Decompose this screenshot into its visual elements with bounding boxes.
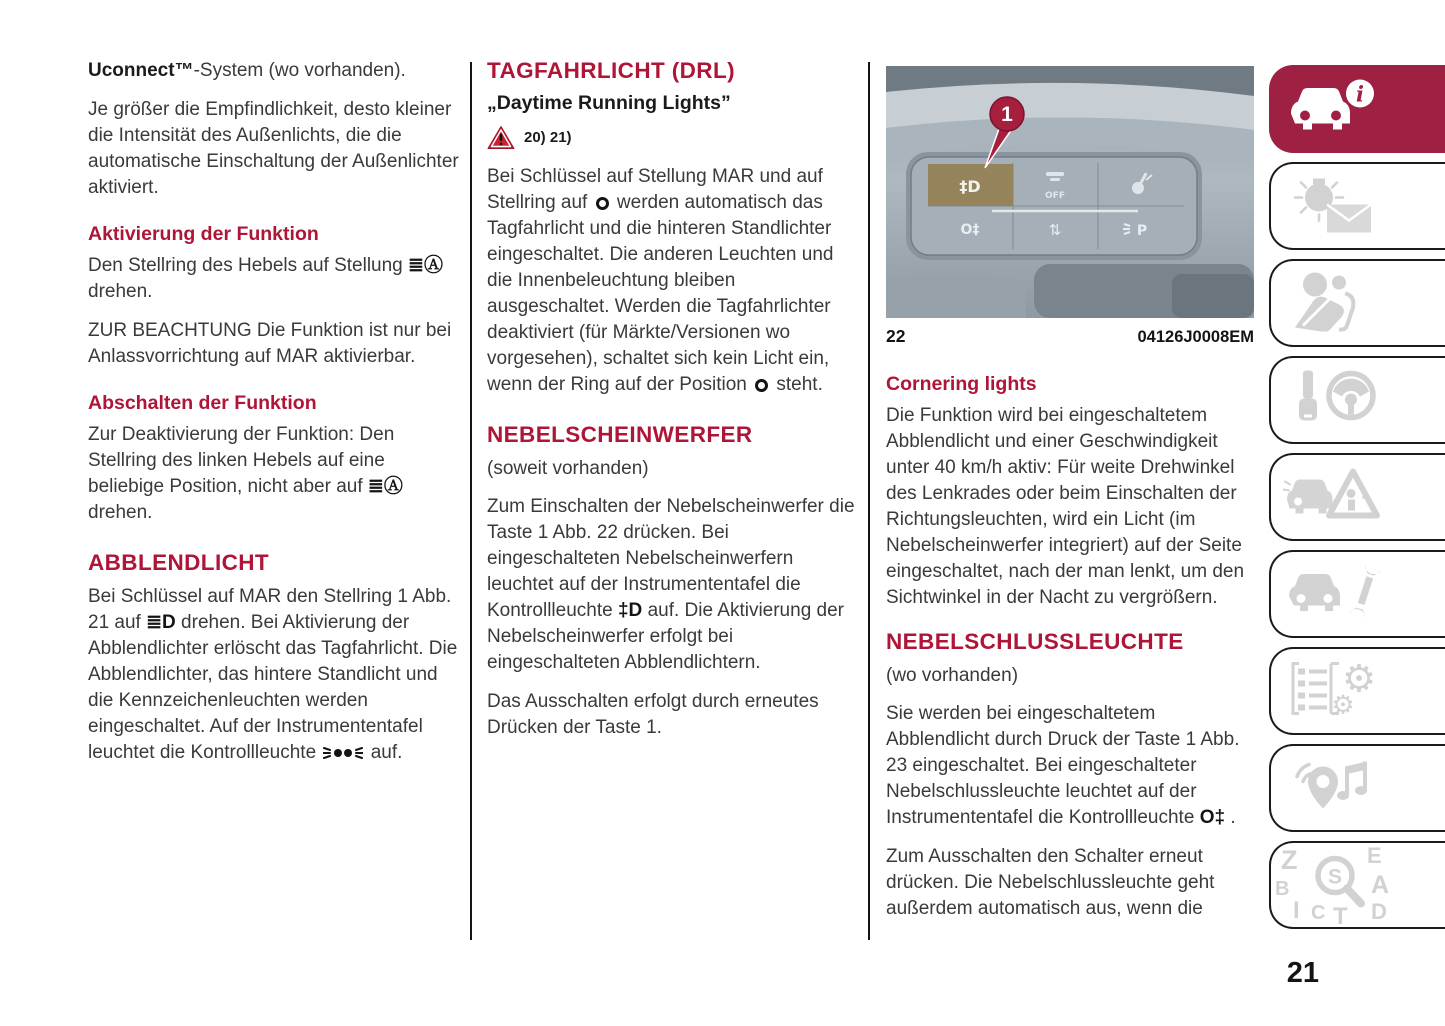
paragraph-text: drehen. xyxy=(88,281,153,302)
auto-headlight-icon: ≣Ⓐ xyxy=(367,476,403,497)
heading-nebelschlussleuchte: NEBELSCHLUSSLEUCHTE xyxy=(886,629,1184,654)
figure-22-light-switch-panel xyxy=(886,66,1254,318)
paragraph: Die Funktion wird bei eingeschaltetem Abblendlicht und einer Geschwindigkeit unter 40 km/h aktiv: Für weite Drehwinkel des Lenkrades oder beim Einschalten der Richtungsleuchten, wird ein Licht (im Nebelscheinwerfer integriert) auf der Seite eingeschaltet, nach der man lenkt, um den Sichtwinkel in der Nacht zu vergrößern. xyxy=(886,405,1245,608)
ring-position-icon xyxy=(596,197,609,210)
spec-list-gears-icon xyxy=(1283,658,1393,725)
front-fog-button-glyph: ‡D xyxy=(959,177,981,196)
index-letter: S xyxy=(1327,865,1343,889)
index-letter: Z xyxy=(1281,845,1298,875)
seatbelt-airbag-icon xyxy=(1283,270,1393,337)
paragraph xyxy=(886,701,1256,831)
callout-number: 1 xyxy=(1001,103,1013,126)
navigation-music-icon xyxy=(1283,755,1393,822)
paragraph-text: Sie werden bei eingeschaltetem Abblendlicht durch Druck der Taste 1 Abb. 23 eingeschaltet. Bei eingeschalteter Nebelschlussleuchte leuchtet auf der Instrumententafel die Kontrollleuchte xyxy=(886,703,1240,828)
paragraph: Zum Ausschalten den Schalter erneut drücken. Die Nebelschlussleuchte geht außerdem automatisch aus, wenn die xyxy=(886,846,1215,919)
paragraph-text: auf. Die Aktivierung der Nebelscheinwerfer erfolgt bei eingeschalteten Abblendlichtern. xyxy=(487,600,845,673)
paragraph xyxy=(88,58,460,84)
availability-note: (soweit vorhanden) xyxy=(487,458,649,479)
index-letter: D xyxy=(1371,899,1387,924)
paragraph-text: steht. xyxy=(776,374,823,395)
key-steering-wheel-icon xyxy=(1283,367,1393,434)
position-lights-icon xyxy=(323,745,363,761)
ring-position-icon xyxy=(755,379,768,392)
subheading-cornering-lights: Cornering lights xyxy=(886,373,1037,395)
svg-text:i: i xyxy=(1356,81,1364,107)
paragraph xyxy=(88,422,460,526)
heading-tagfahrlicht: TAGFAHRLICHT (DRL) xyxy=(487,58,735,83)
sidebar-tab-alphabetical-index[interactable] xyxy=(1269,841,1445,929)
paragraph: ZUR BEACHTUNG Die Funktion ist nur bei Anlassvorrichtung auf MAR aktivierbar. xyxy=(88,320,452,367)
low-beam-icon: ≣D xyxy=(146,612,176,633)
footnote-refs: 20) 21) xyxy=(524,129,572,146)
svg-text:⚙: ⚙ xyxy=(1341,657,1377,701)
sidebar-tab-warning-lights-messages[interactable] xyxy=(1269,162,1445,250)
paragraph-text: drehen. xyxy=(88,502,153,523)
sidebar-tab-multimedia[interactable] xyxy=(1269,744,1445,832)
index-letter: I xyxy=(1293,897,1300,924)
car-wrench-icon xyxy=(1283,561,1393,628)
availability-note: (wo vorhanden) xyxy=(886,665,1019,686)
paragraph-text: auf. xyxy=(370,742,403,763)
figure-caption xyxy=(886,326,1254,347)
heading-drl-subtitle: „Daytime Running Lights” xyxy=(487,92,731,114)
rear-fog-button-glyph: O‡ xyxy=(960,222,980,238)
auto-headlight-icon: ≣Ⓐ xyxy=(408,255,443,276)
column-left xyxy=(88,58,460,779)
sidebar-tab-safety[interactable] xyxy=(1269,259,1445,347)
paragraph xyxy=(487,494,855,676)
paragraph xyxy=(88,253,460,305)
sidebar-tab-technical-data[interactable] xyxy=(1269,647,1445,735)
sidebar-tab-emergency[interactable] xyxy=(1269,453,1445,541)
svg-text:P: P xyxy=(1136,223,1148,239)
drl-off-button-label: OFF xyxy=(1045,191,1065,201)
rear-fog-icon: O‡ xyxy=(1199,807,1226,828)
paragraph-text: drehen. Bei Aktivierung der Abblendlichter erlöscht das Tagfahrlicht. Die Abblendlichter, das hintere Standlicht und die Kennzeichenleuchten werden eingeschaltet. Auf der Instrumententafel leuchtet die Kontrollleuchte xyxy=(88,612,458,763)
column-right xyxy=(886,66,1256,935)
warning-triangle-icon xyxy=(487,125,515,150)
sidebar-tab-starting-driving[interactable] xyxy=(1269,356,1445,444)
paragraph-text: Bei Schlüssel auf Stellung MAR und auf Stellring auf xyxy=(487,166,823,213)
paragraph-text: werden automatisch das Tagfahrlicht und die hinteren Standlichter eingeschaltet. Die anderen Leuchten und die Innenbeleuchtung bleiben ausgeschaltet. Werden die Tagfahrlichter deaktiviert (für Märkte/Versionen wo vorgesehen), schaltet sich kein Licht ein, wenn der Ring auf der Position xyxy=(487,192,834,395)
paragraph xyxy=(88,584,460,766)
index-letter: B xyxy=(1275,878,1290,900)
paragraph-text: Den Stellring des Hebels auf Stellung xyxy=(88,255,403,276)
car-warning-triangle-icon xyxy=(1283,464,1393,531)
subheading-deactivation: Abschalten der Funktion xyxy=(88,392,317,414)
index-letter: E xyxy=(1367,843,1382,868)
sidebar-tab-vehicle-info[interactable] xyxy=(1269,65,1445,153)
paragraph-text: Zum Einschalten der Nebelscheinwerfer die Taste 1 Abb. 22 drücken. Bei eingeschalteten Nebelscheinwerfern leuchtet auf der Instrumententafel die Kontrollleuchte xyxy=(487,496,855,621)
uconnect-label: Uconnect™ xyxy=(88,60,194,81)
column-middle xyxy=(487,58,855,754)
paragraph-text: Bei Schlüssel auf MAR den Stellring 1 Abb. 21 auf xyxy=(88,586,452,633)
paragraph-text: . xyxy=(1230,807,1236,828)
figure-code: 04126J0008EM xyxy=(1137,328,1254,346)
headlight-leveling-button-glyph: ⇅ xyxy=(1048,221,1062,239)
svg-text:⚙: ⚙ xyxy=(1331,690,1355,720)
column-divider xyxy=(868,62,870,940)
paragraph: Das Ausschalten erfolgt durch erneutes Drücken der Taste 1. xyxy=(487,691,819,738)
heading-nebelscheinwerfer: NEBELSCHEINWERFER xyxy=(487,422,753,447)
index-letter: T xyxy=(1333,903,1348,930)
paragraph xyxy=(487,164,855,398)
warning-note xyxy=(487,125,855,150)
column-divider xyxy=(470,62,472,940)
index-letter: C xyxy=(1311,902,1326,924)
heading-abblendlicht: ABBLENDLICHT xyxy=(88,550,270,575)
front-fog-icon: ‡D xyxy=(617,600,643,621)
sidebar-tab-maintenance-care[interactable] xyxy=(1269,550,1445,638)
paragraph-text: -System (wo vorhanden). xyxy=(193,60,406,81)
car-info-icon xyxy=(1283,76,1393,143)
page-number: 21 xyxy=(1286,957,1319,989)
index-letter: A xyxy=(1371,871,1390,899)
subheading-activation: Aktivierung der Funktion xyxy=(88,223,319,245)
dashboard-switch-panel-photo xyxy=(886,66,1254,318)
bulb-envelope-icon xyxy=(1283,173,1393,240)
magnifier-icon xyxy=(1301,850,1377,924)
paragraph-text: Zur Deaktivierung der Funktion: Den Stellring des linken Hebels auf eine beliebige Position, nicht aber auf xyxy=(88,424,395,497)
paragraph: Je größer die Empfindlichkeit, desto kleiner die Intensität des Außenlichts, die die automatische Einschaltung der Außenlichter aktiviert. xyxy=(88,99,459,198)
figure-number: 22 xyxy=(886,326,906,346)
